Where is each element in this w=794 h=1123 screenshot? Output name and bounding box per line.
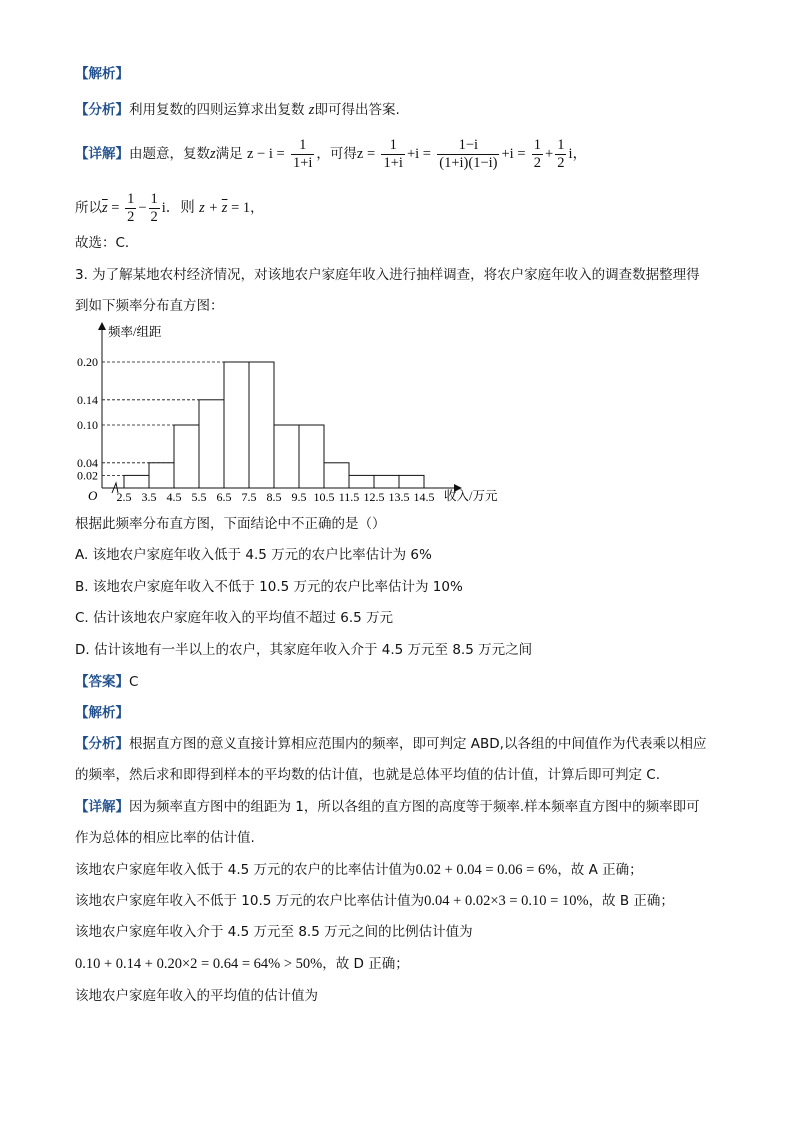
x-tick-label: 2.5 bbox=[116, 490, 132, 504]
x-tick-label: 4.5 bbox=[166, 490, 182, 504]
fraction-6 bbox=[125, 191, 136, 226]
comma: ， bbox=[250, 200, 264, 216]
text-suoyi: 所以 bbox=[75, 200, 102, 216]
tag-xiangjie: 【详解】 bbox=[75, 799, 129, 815]
x-tick-label: 10.5 bbox=[313, 490, 335, 504]
equation-z-eq: z = bbox=[356, 146, 376, 162]
variable-z-bar-2: $\overline{z}$ bbox=[221, 200, 228, 216]
numerator: 1 bbox=[150, 190, 158, 207]
histogram-bar bbox=[299, 425, 324, 488]
numerator: 1 bbox=[557, 136, 565, 153]
answer-choice-line bbox=[75, 233, 138, 253]
analysis-text-1: 根据直方图的意义直接计算相应范围内的频率，即可判定 ABD,以各组的中间值作为代表乘以相应 bbox=[129, 736, 707, 752]
detail-text-c: ，可得 bbox=[316, 146, 357, 162]
x-tick-label: 7.5 bbox=[241, 490, 257, 504]
tag-fenxi: 【分析】 bbox=[75, 736, 129, 752]
detail-line-4 bbox=[75, 891, 674, 911]
detail-text-4b: ，故 B 正确； bbox=[588, 893, 674, 909]
denominator: 1+i bbox=[292, 154, 313, 171]
denominator: 2 bbox=[533, 154, 542, 171]
option-b-text: B. 该地农户家庭年收入不低于 10.5 万元的农户比率估计为 10% bbox=[75, 579, 463, 595]
histogram-bar bbox=[399, 475, 424, 488]
denominator: 1+i bbox=[383, 154, 403, 171]
tag-jiexi: 【解析】 bbox=[75, 705, 129, 721]
option-d-text: D. 估计该地有一半以上的农户，其家庭年收入介于 4.5 万元至 8.5 万元之间 bbox=[75, 642, 533, 658]
detail-math-4: 0.04 + 0.02×3 = 0.10 = 10% bbox=[424, 893, 589, 909]
fraction-3 bbox=[437, 137, 499, 172]
x-tick-label: 14.5 bbox=[413, 490, 435, 504]
x-tick-labels bbox=[117, 490, 435, 504]
x-tick-label: 3.5 bbox=[141, 490, 157, 504]
stem-text-2: 到如下频率分布直方图： bbox=[75, 298, 224, 314]
y-axis-label: 频率/组距 bbox=[108, 325, 162, 339]
x-tick-label: 11.5 bbox=[338, 490, 360, 504]
detail-math-3: 0.02 + 0.04 = 0.06 = 6% bbox=[415, 862, 558, 878]
tag-daan: 【答案】 bbox=[75, 674, 129, 690]
question-prompt bbox=[75, 514, 386, 534]
denominator: 2 bbox=[127, 208, 135, 225]
origin-label: O bbox=[88, 488, 98, 503]
option-a bbox=[75, 545, 432, 565]
equals-sign: = bbox=[107, 200, 124, 216]
x-tick-label: 8.5 bbox=[266, 490, 282, 504]
prompt-text: 根据此频率分布直方图，下面结论中不正确的是（） bbox=[75, 516, 386, 532]
x-axis-label: 收入/万元 bbox=[444, 489, 498, 503]
analysis-text-a: 利用复数的四则运算求出复数 bbox=[129, 102, 309, 118]
answer-line bbox=[75, 672, 138, 692]
x-tick-label: 6.5 bbox=[216, 490, 232, 504]
y-tick-label: 0.04 bbox=[77, 455, 98, 470]
histogram-bar bbox=[199, 400, 224, 488]
i-dot: i．则 bbox=[161, 200, 195, 216]
numerator: 1 bbox=[299, 136, 307, 153]
option-a-text: A. 该地农户家庭年收入低于 4.5 万元的农户比率估计为 6% bbox=[75, 547, 432, 563]
denominator: 2 bbox=[150, 208, 158, 225]
detail-line-7 bbox=[75, 986, 318, 1006]
analysis-line-2 bbox=[75, 765, 660, 785]
x-tick-label: 13.5 bbox=[388, 490, 410, 504]
detail-text-5: 该地农户家庭年收入介于 4.5 万元至 8.5 万元之间的比例估计值为 bbox=[75, 924, 473, 940]
analysis-text-2: 的频率，然后求和即得到样本的平均数的估计值，也就是总体平均值的估计值，计算后即可判定 C. bbox=[75, 767, 661, 783]
histogram-bar bbox=[249, 362, 274, 488]
frequency-histogram bbox=[72, 318, 532, 508]
detail-text-7: 该地农户家庭年收入的平均值的估计值为 bbox=[75, 988, 318, 1004]
variable-z: z bbox=[308, 102, 315, 118]
plus-i-1: +i = bbox=[406, 146, 431, 162]
answer-value: C bbox=[129, 674, 139, 690]
equation-z-minus-i: z − i = bbox=[246, 146, 285, 162]
detail-text-3a: 该地农户家庭年收入低于 4.5 万元的农户的比率估计值为 bbox=[75, 862, 416, 878]
fraction-7 bbox=[149, 191, 160, 226]
fraction-4 bbox=[532, 137, 543, 172]
denominator: (1+i)(1−i) bbox=[439, 154, 498, 171]
histogram-bar bbox=[374, 475, 399, 488]
detail-text-3b: ，故 A 正确； bbox=[557, 862, 643, 878]
histogram-bar bbox=[124, 475, 149, 488]
detail-math-6: 0.10 + 0.14 + 0.20×2 = 0.64 = 64% > 50% bbox=[75, 956, 323, 972]
detail-text-b: 满足 bbox=[215, 146, 243, 162]
numerator: 1−i bbox=[458, 136, 479, 153]
detail-line bbox=[75, 134, 587, 174]
section-heading-jiexi-2 bbox=[75, 703, 129, 723]
y-tick-label: 0.10 bbox=[77, 418, 98, 432]
fraction-5 bbox=[555, 137, 566, 172]
analysis-line-1 bbox=[75, 734, 706, 754]
detail-text-a: 由题意，复数 bbox=[129, 146, 210, 162]
numerator: 1 bbox=[389, 136, 397, 153]
detail-text-1: 因为频率直方图中的组距为 1，所以各组的直方图的高度等于频率.样本频率直方图中的频率即可 bbox=[129, 799, 700, 815]
z-sum-b: = 1 bbox=[227, 200, 251, 216]
denominator: 2 bbox=[557, 154, 565, 171]
tag-xiangjie: 【详解】 bbox=[75, 146, 129, 162]
detail-text-4a: 该地农户家庭年收入不低于 10.5 万元的农户比率估计值为 bbox=[75, 893, 425, 909]
detail-text-6b: ，故 D 正确； bbox=[322, 956, 409, 972]
detail-line-3 bbox=[75, 860, 643, 880]
detail-line-5 bbox=[75, 922, 473, 942]
histogram-bar bbox=[324, 463, 349, 488]
i-end: i， bbox=[568, 146, 588, 162]
z-sum-a: z + bbox=[199, 200, 222, 216]
option-b bbox=[75, 577, 463, 597]
y-tick-label: 0.02 bbox=[77, 468, 98, 483]
y-tick-labels bbox=[77, 355, 98, 482]
detail-text-2: 作为总体的相应比率的估计值. bbox=[75, 830, 255, 846]
section-heading-jiexi bbox=[75, 64, 129, 84]
option-c-text: C. 估计该地农户家庭年收入的平均值不超过 6.5 万元 bbox=[75, 610, 394, 626]
option-d bbox=[75, 640, 532, 660]
numerator: 1 bbox=[127, 190, 135, 207]
histogram-bar bbox=[349, 475, 374, 488]
question-stem-2 bbox=[75, 296, 224, 316]
minus-sign: − bbox=[138, 200, 147, 216]
question-stem-1 bbox=[75, 265, 700, 285]
histogram-bar bbox=[274, 425, 299, 488]
plus-i-2: +i = bbox=[501, 146, 526, 162]
histogram-bar bbox=[174, 425, 199, 488]
plus-sign: + bbox=[545, 146, 554, 162]
y-tick-label: 0.14 bbox=[77, 392, 98, 407]
x-tick-label: 12.5 bbox=[363, 490, 385, 504]
answer-choice: 故选：C． bbox=[75, 235, 139, 251]
x-tick-label: 5.5 bbox=[191, 490, 207, 504]
detail-line-6 bbox=[75, 954, 409, 974]
histogram-bar bbox=[149, 463, 174, 488]
tag-jiexi: 【解析】 bbox=[75, 66, 129, 82]
detail-line-1 bbox=[75, 797, 700, 817]
stem-text-1: 3. 为了解某地农村经济情况，对该地农户家庭年收入进行抽样调查，将农户家庭年收入的调查数据整理得 bbox=[75, 267, 700, 283]
analysis-line bbox=[75, 100, 400, 120]
variable-z-bar: $\overline{z}$ bbox=[102, 200, 108, 216]
fraction-1 bbox=[291, 137, 314, 172]
tag-fenxi: 【分析】 bbox=[75, 102, 129, 118]
x-tick-label: 9.5 bbox=[291, 490, 307, 504]
histogram-bar bbox=[224, 362, 249, 488]
variable-z: z bbox=[210, 146, 216, 162]
y-tick-label: 0.20 bbox=[77, 355, 98, 369]
conclusion-line bbox=[75, 188, 264, 228]
analysis-text-b: 即可得出答案. bbox=[314, 102, 400, 118]
numerator: 1 bbox=[533, 136, 542, 153]
detail-line-2 bbox=[75, 828, 255, 848]
option-c bbox=[75, 608, 393, 628]
fraction-2 bbox=[381, 137, 404, 172]
